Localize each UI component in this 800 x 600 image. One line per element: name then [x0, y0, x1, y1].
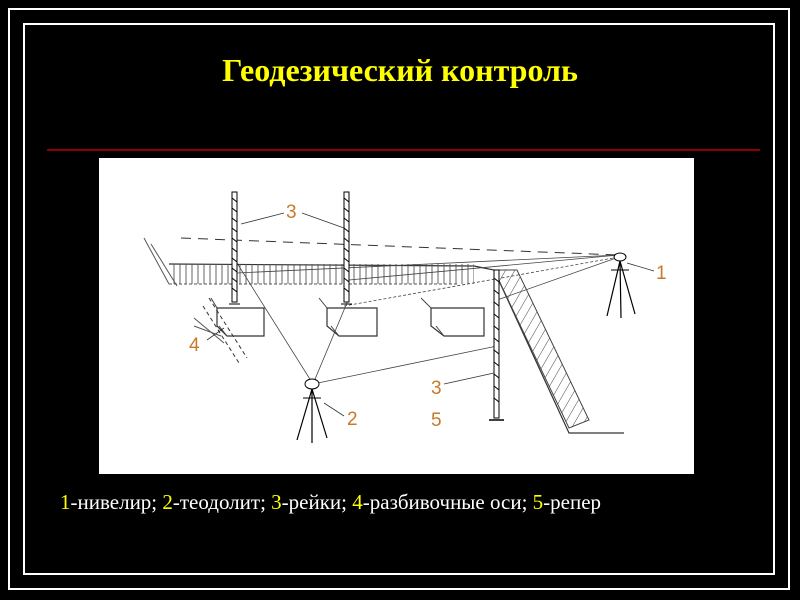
legend-num-4: 4: [352, 490, 363, 514]
callout-theodolite: 2: [347, 409, 358, 430]
staff-benchmark: [489, 270, 504, 420]
callout-staff-left: 3: [286, 202, 297, 223]
slide-title: Геодезический контроль: [222, 52, 578, 88]
level-instrument: [607, 253, 635, 318]
legend-caption: [60, 490, 780, 515]
staff-middle: [341, 192, 352, 304]
legend-num-2: 2: [162, 490, 173, 514]
legend-num-5: 5: [532, 490, 544, 514]
callout-benchmark: 5: [431, 410, 442, 431]
callout-axes: 4: [189, 335, 200, 356]
legend-text-3: -рейки;: [281, 490, 353, 514]
excavation-outline: [144, 238, 624, 433]
legend-num-3: 3: [271, 490, 282, 514]
geodetic-control-diagram: [99, 158, 694, 474]
callout-level: 1: [656, 263, 667, 284]
legend-num-1: 1: [60, 490, 71, 514]
title-divider: [47, 149, 760, 151]
legend-text-4: -разбивочные оси;: [362, 490, 533, 514]
legend-text-5: -репер: [543, 490, 602, 514]
staff-left: [229, 192, 240, 304]
legend-text-1: -нивелир;: [70, 490, 163, 514]
legend-text-2: -теодолит;: [172, 490, 272, 514]
foundation-block-right: [421, 298, 484, 336]
callout-staff-right: 3: [431, 378, 442, 399]
theodolite-instrument: [297, 379, 327, 443]
